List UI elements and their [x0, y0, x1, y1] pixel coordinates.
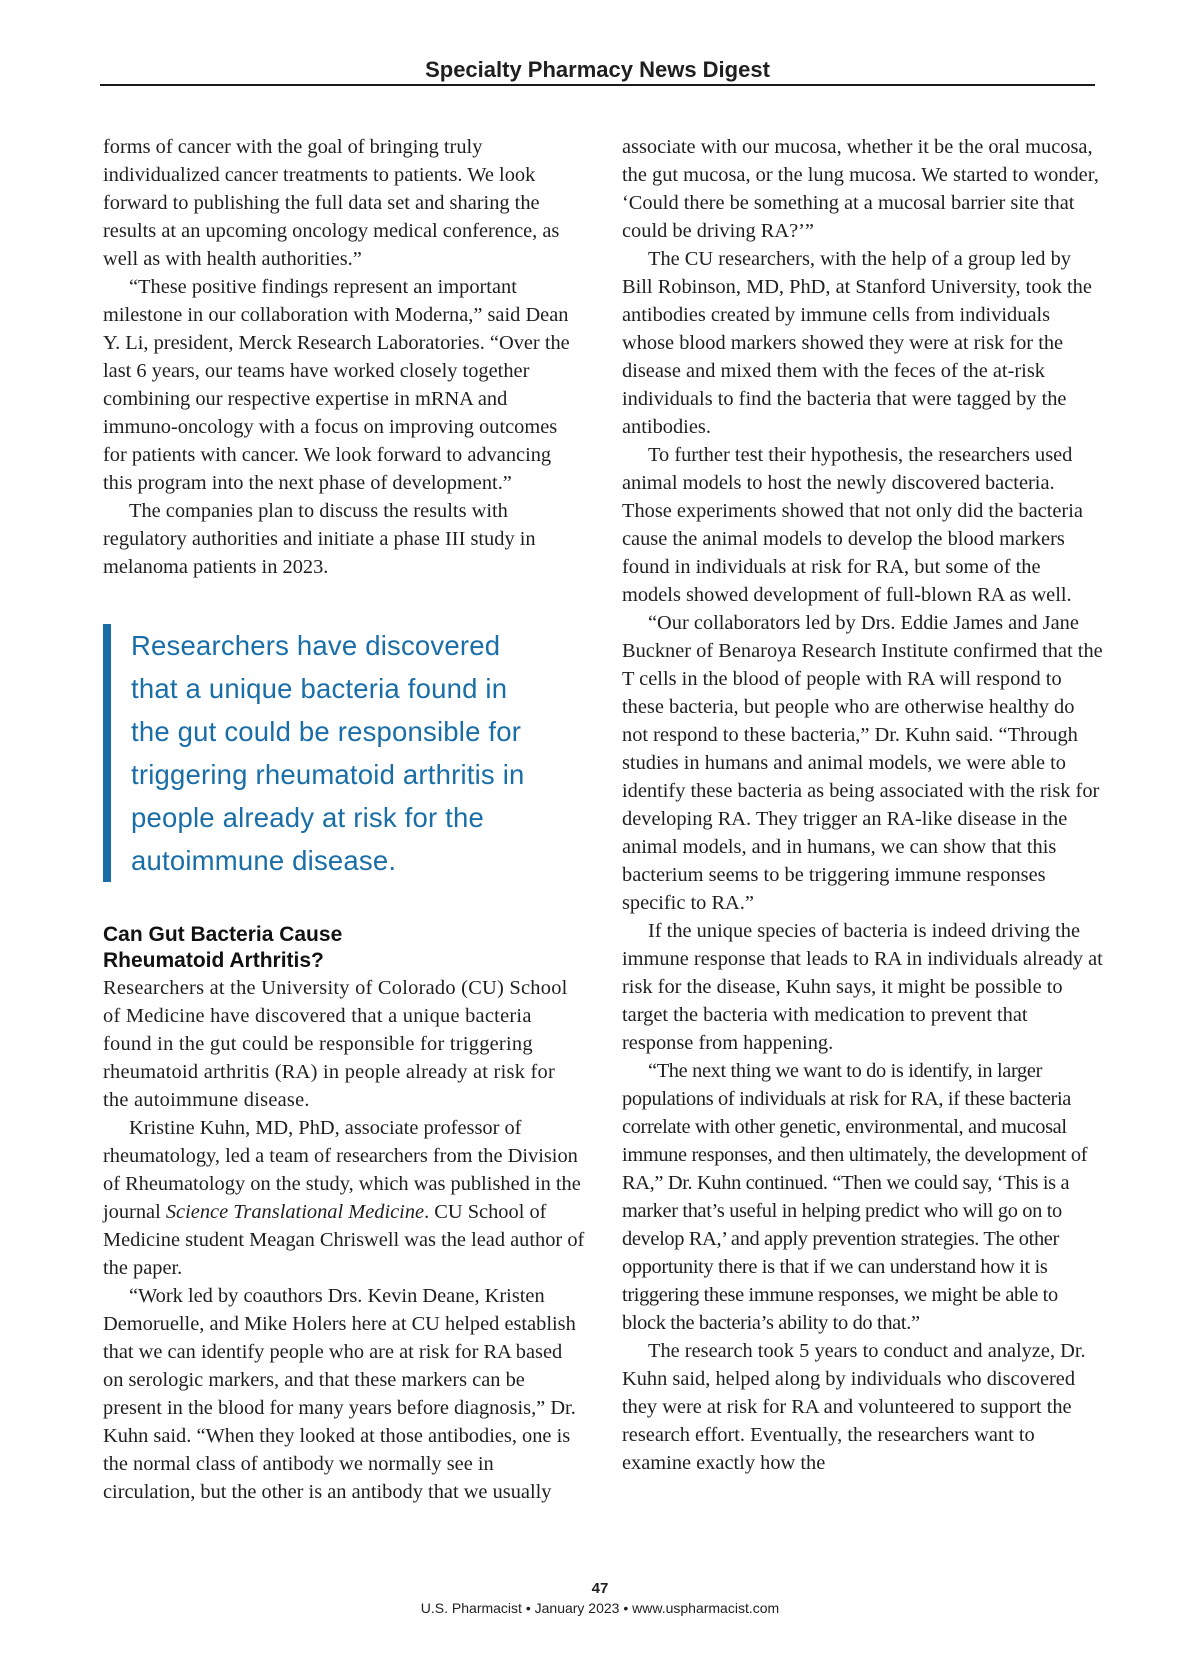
article-paragraph — [103, 1114, 585, 1282]
header-rule — [100, 84, 1095, 86]
pull-quote-line: people already at risk for the — [131, 802, 484, 833]
left-column — [103, 133, 585, 1506]
quote-paragraph: “Our collaborators led by Drs. Eddie James and Jane Buckner of Benaroya Research Institute confirmed that the T cells in the blood of people with RA will respond to these bacteria, but people who are otherwise healthy do not respond to these bacteria,” Dr. Kuhn said. “Through studies in humans and animal models, we were able to identify these bacteria as being associated with the risk for developing RA. They trigger an RA-like disease in the animal models, and in humans, we can show that this bacterium seems to be triggering immune responses specific to RA.” — [622, 612, 1103, 914]
quote-paragraph: “These positive findings represent an important milestone in our collaboration with Moderna,” said Dean Y. Li, president, Merck Research Laboratories. “Over the last 6 years, our teams have worked closely together combining our respective expertise in mRNA and immuno-oncology with a focus on improving outcomes for patients with cancer. We look forward to advancing this program into the next phase of development.” — [103, 276, 570, 494]
article-text: Kristine Kuhn, MD, PhD, associate professor of rheumatology, led a team of researchers from the Division of Rheumatology on the study, which was published in the journal — [103, 1117, 581, 1223]
article-text: . CU School of Medicine student Meagan Chriswell was the lead author of the paper. — [103, 1201, 585, 1279]
pull-quote — [103, 624, 585, 882]
section-heading-line: Rheumatoid Arthritis? — [103, 949, 324, 972]
body-paragraph: The CU researchers, with the help of a group led by Bill Robinson, MD, PhD, at Stanford University, took the antibodies created by immune cells from individuals whose blood markers showed they were at risk for the disease and mixed them with the feces of the at-risk individuals to find the bacteria that were tagged by the antibodies. — [622, 248, 1092, 438]
article-intro-paragraph: Researchers at the University of Colorado (CU) School of Medicine have discovered that a unique bacteria found in the gut could be responsible for triggering rheumatoid arthritis (RA) in people already at risk for the autoimmune disease. — [103, 977, 568, 1111]
pull-quote-line: triggering rheumatoid arthritis in — [131, 759, 525, 790]
continued-paragraph: forms of cancer with the goal of bringing truly individualized cancer treatments to patients. We look forward to publishing the full data set and sharing the results at an upcoming oncology medical conference, as well as with health authorities.” — [103, 136, 560, 270]
pull-quote-line: the gut could be responsible for — [131, 716, 522, 747]
publication-footer: U.S. Pharmacist • January 2023 • www.uspharmacist.com — [420, 1600, 780, 1616]
pull-quote-line: Researchers have discovered — [131, 630, 501, 661]
section-heading — [103, 922, 585, 974]
right-column — [622, 133, 1104, 1477]
journal-title: Science Translational Medicine — [165, 1201, 425, 1223]
pull-quote-line: autoimmune disease. — [131, 845, 397, 876]
body-paragraph: The companies plan to discuss the results with regulatory authorities and initiate a phase III study in melanoma patients in 2023. — [103, 500, 536, 578]
pull-quote-line: that a unique bacteria found in — [131, 673, 508, 704]
page-number: 47 — [591, 1580, 609, 1597]
running-header: Specialty Pharmacy News Digest — [425, 57, 770, 82]
quote-paragraph: “The next thing we want to do is identify, in larger populations of individuals at risk for RA, if these bacteria correlate with other genetic, environmental, and mucosal immune responses, and then ultimately, the development of RA,” Dr. Kuhn continued. “Then we could say, ‘This is a marker that’s useful in helping predict who will go on to develop RA,’ and apply prevention strategies. The other opportunity there is that if we can understand how it is triggering these immune responses, we might be able to block the bacteria’s ability to do that.” — [622, 1060, 1088, 1334]
continued-paragraph: associate with our mucosa, whether it be the oral mucosa, the gut mucosa, or the lung mucosa. We started to wonder, ‘Could there be something at a mucosal barrier site that could be driving RA?’” — [622, 136, 1099, 242]
section-heading-line: Can Gut Bacteria Cause — [103, 923, 343, 946]
article-paragraph: “Work led by coauthors Drs. Kevin Deane, Kristen Demoruelle, and Mike Holers here at CU helped establish that we can identify people who are at risk for RA based on serologic markers, and that these markers can be present in the blood for many years before diagnosis,” Dr. Kuhn said. “When they looked at those antibodies, one is the normal class of antibody we normally see in circulation, but the other is an antibody that we usually — [103, 1285, 576, 1503]
body-paragraph: If the unique species of bacteria is indeed driving the immune response that leads to RA in individuals already at risk for the disease, Kuhn says, it might be possible to target the bacteria with medication to prevent that response from happening. — [622, 920, 1103, 1054]
body-paragraph: To further test their hypothesis, the researchers used animal models to host the newly discovered bacteria. Those experiments showed that not only did the bacteria cause the animal models to develop the blood markers found in individuals at risk for RA, but some of the models showed development of full-blown RA as well. — [622, 444, 1083, 606]
body-paragraph: The research took 5 years to conduct and analyze, Dr. Kuhn said, helped along by individuals who discovered they were at risk for RA and volunteered to support the research effort. Eventually, the researchers want to examine exactly how the — [622, 1340, 1086, 1474]
